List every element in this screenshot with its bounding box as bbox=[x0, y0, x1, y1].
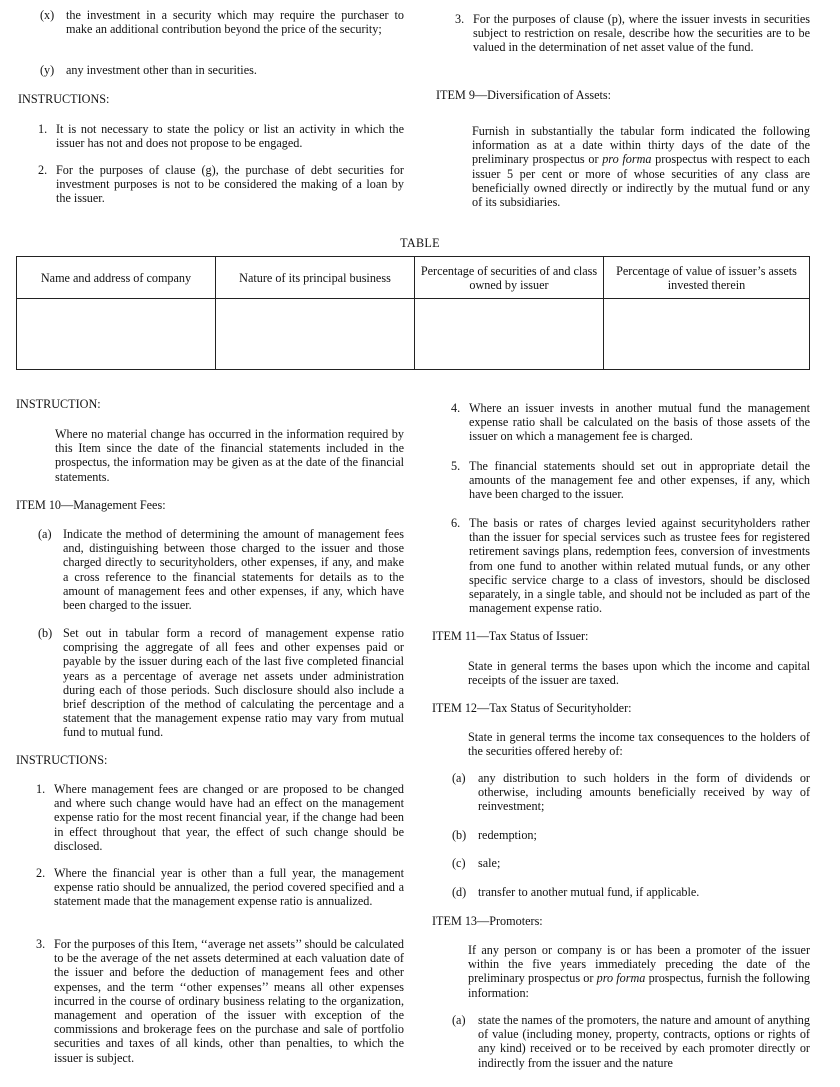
item11-paragraph: State in general terms the bases upon which the income and capital receipts of the issuer are taxed. bbox=[468, 659, 810, 688]
diversification-table bbox=[16, 256, 810, 370]
table-cell bbox=[17, 299, 216, 370]
instruction-marker: 4. bbox=[451, 401, 461, 415]
instruction-text: Where the financial year is other than a full year, the management expense ratio should be annualized, the period covered specified and a statement made that the management expense ratio is annualized. bbox=[54, 866, 404, 909]
column-header: Percentage of securities of and class owned by issuer bbox=[415, 257, 604, 299]
column-header: Percentage of value of issuer’s assets invested therein bbox=[604, 257, 810, 299]
instruction-text: Where management fees are changed or are proposed to be changed and where such change would have had an effect on the management expense ratio for the most recent financial year, if the change had been in effect throughout that year, the effect of such change should be disclosed. bbox=[54, 782, 404, 853]
item13-paragraph bbox=[468, 943, 810, 1000]
clause-marker: (a) bbox=[452, 771, 466, 785]
clause-marker: (d) bbox=[452, 885, 467, 899]
instruction-text: It is not necessary to state the policy or list an activity in which the issuer has not and does not propose to be engaged. bbox=[56, 122, 404, 151]
item9-text-em: pro forma bbox=[602, 152, 652, 167]
table-cell bbox=[604, 299, 810, 370]
instruction-item bbox=[451, 516, 810, 615]
instruction-item bbox=[36, 866, 404, 909]
instructions-heading: INSTRUCTIONS: bbox=[18, 92, 110, 106]
clause-marker: (c) bbox=[452, 856, 466, 870]
clause-b bbox=[38, 626, 404, 740]
clause-text: redemption; bbox=[478, 828, 537, 842]
instruction-item bbox=[36, 782, 404, 853]
clause-d bbox=[452, 885, 810, 899]
item13-text-em: pro forma bbox=[596, 971, 646, 986]
item13-text-b: prospectus, furnish the following information: bbox=[468, 971, 811, 1000]
clause-text: the investment in a security which may require the purchaser to make an additional contribution beyond the price of the security; bbox=[66, 8, 404, 37]
item9-heading: ITEM 9—Diversification of Assets: bbox=[436, 88, 611, 102]
table-row bbox=[17, 299, 810, 370]
clause-c bbox=[452, 856, 810, 870]
clause-text: Set out in tabular form a record of management expense ratio comprising the aggregate of all fees and other expenses paid or payable by the issuer during each of the last five completed financial years as a percentage of average net assets under administration during each of those periods. Such disclosure should also include a brief description of the method of calculating the percentage and a statement that the management expense ratio may vary from mutual fund to mutual fund. bbox=[63, 626, 404, 740]
instruction-item bbox=[455, 12, 810, 55]
instructions-heading: INSTRUCTIONS: bbox=[16, 753, 108, 767]
clause-text: sale; bbox=[478, 856, 501, 870]
column-header: Name and address of company bbox=[17, 257, 216, 299]
column-header: Nature of its principal business bbox=[216, 257, 415, 299]
clause-marker: (b) bbox=[38, 626, 53, 640]
clause-marker: (b) bbox=[452, 828, 467, 842]
item9-text-b: prospectus with respect to each issuer 5 per cent or more of whose securities of any class are beneficially owned directly or indirectly by the mutual fund or any of its subsidiaries. bbox=[472, 152, 810, 210]
instruction-marker: 1. bbox=[38, 122, 48, 136]
clause-marker: (a) bbox=[452, 1013, 466, 1027]
clause-b bbox=[452, 828, 810, 842]
clause-marker: (a) bbox=[38, 527, 52, 541]
instruction-text: The basis or rates of charges levied against securityholders rather than the issuer for special services such as trustee fees for registered retirement savings plans, redemption fees, conversion of investments from one fund to another within related mutual funds, or any other specific service charge to a class of investors, should be disclosed separately, in a single table, and should not be included as part of the management expense ratio. bbox=[469, 516, 810, 616]
clause-text: Indicate the method of determining the amount of management fees and, distinguishing between those charged to the issuer and those charged directly to securityholders, other expenses, if any, and make a cross reference to the financial statements for details as to the amount of management fees and other expenses, if any, which have been charged to the issuer. bbox=[63, 527, 404, 613]
clause-a bbox=[38, 527, 404, 612]
item9-paragraph bbox=[472, 124, 810, 209]
instruction-text: The financial statements should set out in appropriate detail the amounts of the management fee and other expenses, if any, which have been charged to the issuer. bbox=[469, 459, 810, 502]
instruction-item bbox=[38, 122, 404, 150]
table-header-row bbox=[17, 257, 810, 299]
table-cell bbox=[216, 299, 415, 370]
item11-heading: ITEM 11—Tax Status of Issuer: bbox=[432, 629, 589, 643]
instruction-item bbox=[451, 401, 810, 444]
instruction-text: For the purposes of this Item, ‘‘average net assets’’ should be calculated to be the average of the net assets determined at each valuation date of the issuer and before the deduction of management fees and other expenses, and the term ‘‘other expenses’’ means all other expenses incurred in the course of ordinary business relating to the organization, management and operation of the issuer with exception of the commissions and brokerage fees on the purchase and sale of portfolio securities and taxes of all kinds, other than penalties, to which the issuer is subject. bbox=[54, 937, 404, 1065]
instruction-text: For the purposes of clause (p), where the issuer invests in securities subject to restriction on resale, describe how the securities are to be valued in the determination of net asset value of the fund. bbox=[473, 12, 810, 55]
clause-text: any investment other than in securities. bbox=[66, 63, 257, 77]
table-title: TABLE bbox=[400, 236, 440, 250]
clause-y bbox=[40, 63, 404, 77]
instruction-text: Where an issuer invests in another mutual fund the management expense ratio shall be calculated on the basis of those assets of the issuer on which a management fee is charged. bbox=[469, 401, 810, 444]
clause-marker: (y) bbox=[40, 63, 55, 77]
item13-text-a: If any person or company is or has been a promoter of the issuer within the five years immediately preceding the date of the preliminary prospectus or bbox=[468, 943, 810, 986]
item10-heading: ITEM 10—Management Fees: bbox=[16, 498, 166, 512]
instruction-marker: 5. bbox=[451, 459, 461, 473]
item12-heading: ITEM 12—Tax Status of Securityholder: bbox=[432, 701, 632, 715]
clause-text: state the names of the promoters, the nature and amount of anything of value (including money, property, contracts, options or rights of any kind) received or to be received by each promoter directly or indirectly from the issuer and the nature bbox=[478, 1013, 810, 1070]
instruction-marker: 2. bbox=[36, 866, 46, 880]
item12-paragraph: State in general terms the income tax consequences to the holders of the securities offered hereby of: bbox=[468, 730, 810, 759]
clause-x bbox=[40, 8, 404, 36]
instruction-marker: 6. bbox=[451, 516, 461, 530]
clause-text: transfer to another mutual fund, if applicable. bbox=[478, 885, 700, 899]
instruction-item bbox=[36, 937, 404, 1065]
item9-text-a: Furnish in substantially the tabular form indicated the following information as at a date within thirty days of the date of the preliminary prospectus or bbox=[472, 124, 810, 167]
instruction-paragraph: Where no material change has occurred in the information required by this Item since the date of the financial statements included in the prospectus, the information may be given as at the date of the financial statements. bbox=[55, 427, 404, 484]
instruction-item bbox=[38, 163, 404, 206]
table-cell bbox=[415, 299, 604, 370]
instruction-marker: 3. bbox=[36, 937, 46, 951]
clause-text: any distribution to such holders in the form of dividends or otherwise, including amounts beneficially received by way of reinvestment; bbox=[478, 771, 810, 814]
instruction-marker: 3. bbox=[455, 12, 465, 26]
clause-marker: (x) bbox=[40, 8, 55, 22]
instruction-item bbox=[451, 459, 810, 502]
instruction-heading: INSTRUCTION: bbox=[16, 397, 101, 411]
instruction-marker: 1. bbox=[36, 782, 46, 796]
item13-heading: ITEM 13—Promoters: bbox=[432, 914, 543, 928]
clause-a bbox=[452, 771, 810, 814]
instruction-marker: 2. bbox=[38, 163, 48, 177]
clause-a bbox=[452, 1013, 810, 1070]
instruction-text: For the purposes of clause (g), the purchase of debt securities for investment purposes is not to be considered the making of a loan by the issuer. bbox=[56, 163, 404, 206]
